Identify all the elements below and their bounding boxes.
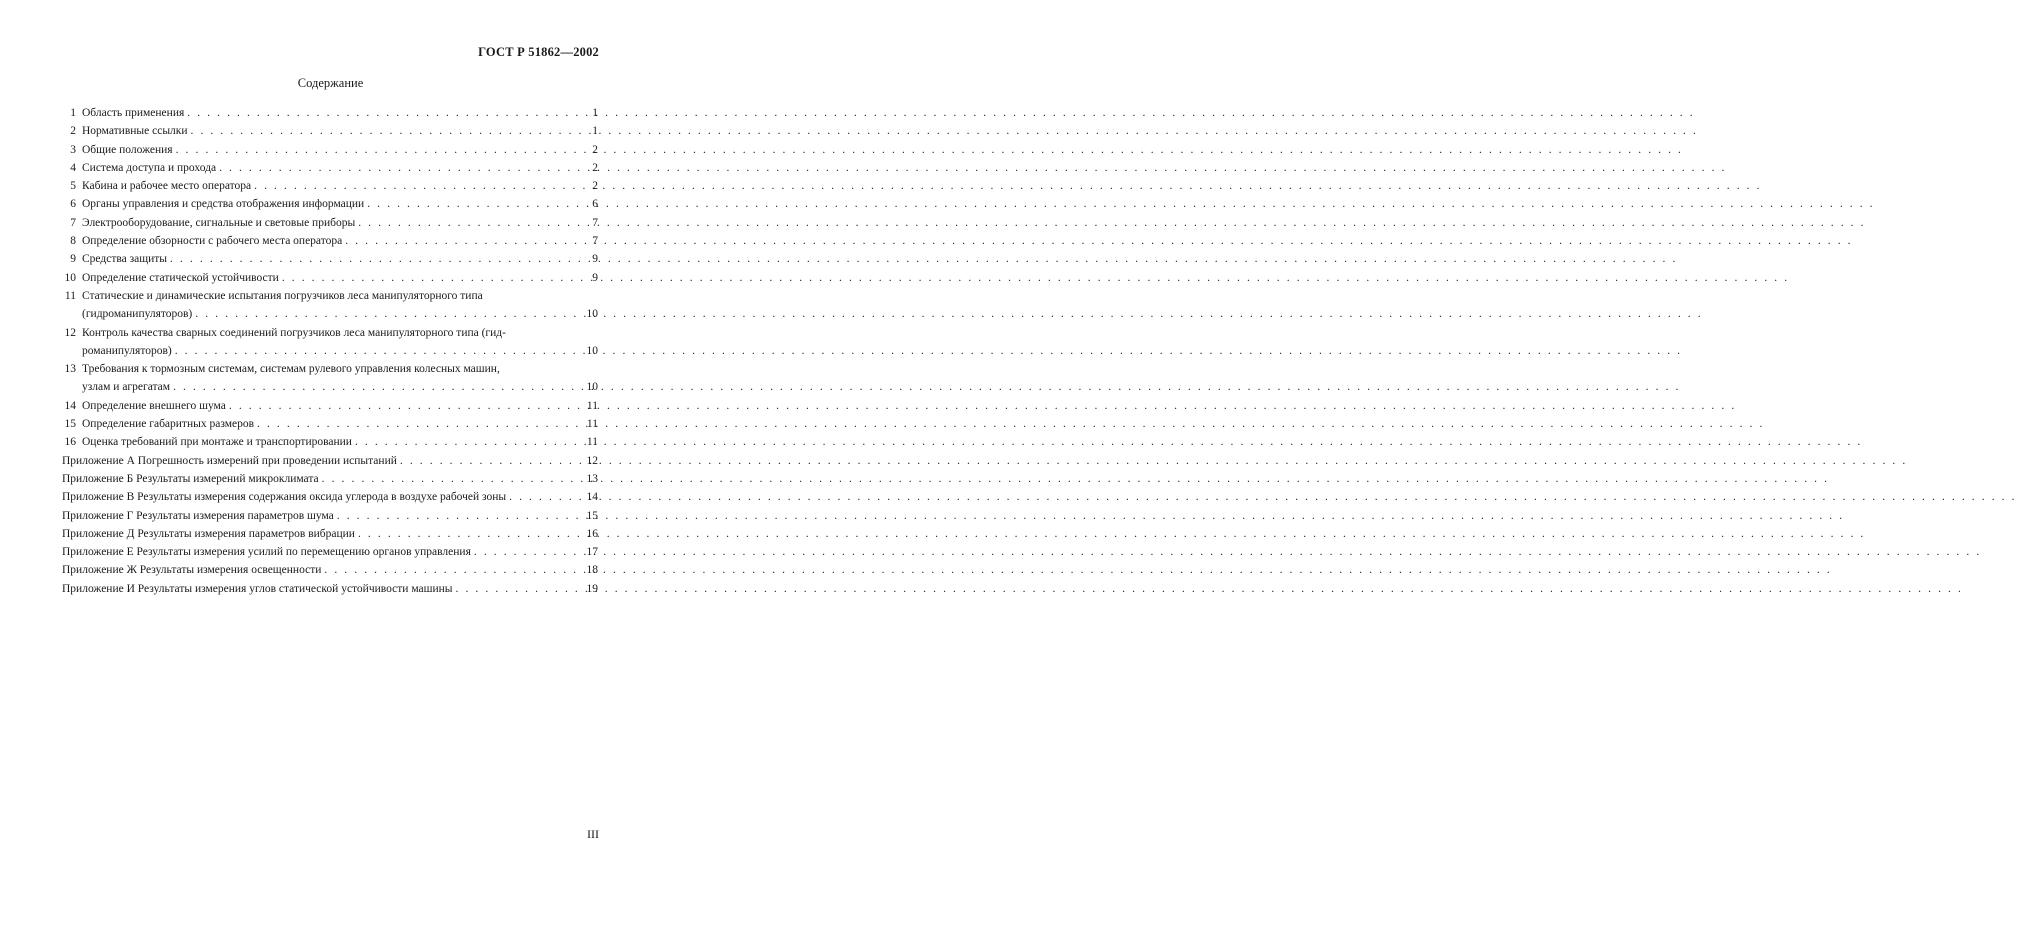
section-title: Область применения — [82, 107, 185, 119]
toc-appendix-a[interactable] — [62, 452, 598, 470]
section-title: Кабина и рабочее место оператора — [82, 180, 252, 193]
toc-appendix-d[interactable] — [62, 525, 598, 543]
dot-leader — [358, 214, 581, 232]
toc-entry-1[interactable] — [62, 104, 598, 122]
toc-entry-first-line — [62, 287, 598, 305]
page-number-ref: 6 — [592, 198, 598, 211]
page-number: III — [587, 827, 599, 841]
section-title: Нормативные ссылки — [82, 125, 188, 138]
section-number: 1 — [70, 107, 76, 119]
toc-entry-12[interactable] — [62, 324, 598, 361]
page-number-ref: 2 — [592, 180, 598, 193]
section-title-line1: Статические и динамические испытания погрузчиков леса манипуляторного типа — [82, 289, 483, 302]
page-number-ref: 15 — [586, 509, 598, 522]
dot-leader — [509, 488, 581, 506]
dot-leader — [175, 342, 581, 360]
page-number-ref: 11 — [586, 418, 598, 431]
toc-entry-continuation — [62, 305, 598, 323]
page-number-ref: 13 — [586, 472, 598, 485]
toc-appendix-i[interactable] — [62, 580, 598, 598]
appendix-title: Приложение Д Результаты измерения параметров вибрации — [62, 527, 355, 540]
section-number: 11 — [64, 289, 76, 302]
dot-leader — [176, 141, 581, 159]
toc-appendix-e[interactable] — [62, 543, 598, 561]
section-number: 3 — [70, 143, 76, 156]
toc-entry-14[interactable] — [62, 397, 598, 415]
toc-entry-7[interactable] — [62, 214, 598, 232]
section-number: 14 — [64, 399, 76, 412]
section-title: (гидроманипуляторов) — [82, 308, 193, 321]
section-title: Определение габаритных размеров — [82, 418, 255, 431]
dot-leader — [400, 452, 581, 470]
dot-leader — [191, 122, 581, 140]
dot-leader — [345, 232, 581, 250]
toc-entry-8[interactable] — [62, 232, 598, 250]
dot-leader — [324, 561, 581, 579]
toc-appendix-g[interactable] — [62, 507, 598, 525]
section-title: Определение внешнего шума — [82, 399, 226, 412]
appendix-title: Приложение Г Результаты измерения параметров шума — [62, 509, 334, 522]
section-title: Электрооборудование, сигнальные и световые приборы — [82, 216, 356, 229]
section-title: узлам и агрегатам — [82, 381, 171, 394]
document-code: ГОСТ Р 51862—2002 — [478, 45, 599, 59]
table-of-contents — [62, 104, 598, 598]
page-number-ref: 7 — [592, 235, 598, 248]
section-title-line1: Контроль качества сварных соединений погрузчиков леса манипуляторного типа (гид- — [82, 326, 506, 339]
page-number-ref: 1 — [592, 107, 598, 119]
toc-entry-6[interactable] — [62, 195, 598, 213]
section-number: 12 — [64, 326, 76, 339]
appendix-title: Приложение А Погрешность измерений при проведении испытаний — [62, 454, 397, 467]
toc-appendix-v[interactable] — [62, 488, 598, 506]
section-number: 9 — [70, 253, 76, 266]
toc-entry-continuation — [62, 342, 598, 360]
section-number: 7 — [70, 216, 76, 229]
section-number: 16 — [64, 436, 76, 449]
toc-entry-5[interactable] — [62, 177, 598, 195]
page-number-ref: 2 — [592, 143, 598, 156]
dot-leader — [456, 580, 581, 598]
dot-leader — [229, 397, 581, 415]
page-number-ref: 11 — [586, 399, 598, 412]
section-title: Определение обзорности с рабочего места оператора — [82, 235, 343, 248]
page-number-ref: 9 — [592, 271, 598, 284]
page-number-ref: 7 — [592, 216, 598, 229]
section-title: Оценка требований при монтаже и транспортировании — [82, 436, 352, 449]
dot-leader — [474, 543, 581, 561]
toc-entry-continuation — [62, 378, 598, 396]
page-number-ref: 10 — [586, 344, 598, 357]
toc-entry-3[interactable] — [62, 141, 598, 159]
appendix-title: Приложение И Результаты измерения углов статической устойчивости машины — [62, 582, 453, 595]
section-number: 8 — [70, 235, 76, 248]
page-number-ref: 18 — [586, 564, 598, 577]
toc-entry-9[interactable] — [62, 250, 598, 268]
dot-leader — [322, 470, 581, 488]
dot-leader — [219, 159, 581, 177]
dot-leader — [170, 250, 581, 268]
dot-leader — [337, 507, 581, 525]
section-title: Органы управления и средства отображения информации — [82, 198, 365, 211]
dot-leader — [282, 269, 581, 287]
appendix-title: Приложение Ж Результаты измерения освещенности — [62, 564, 322, 577]
page-number-ref: 10 — [586, 308, 598, 321]
page-number-ref: 16 — [586, 527, 598, 540]
toc-title: Содержание — [297, 76, 364, 90]
dot-leader — [195, 305, 581, 323]
section-title: Определение статической устойчивости — [82, 271, 279, 284]
dot-leader — [257, 415, 581, 433]
dot-leader — [173, 378, 581, 396]
section-title: Средства защиты — [82, 253, 168, 266]
toc-entry-2[interactable] — [62, 122, 598, 140]
toc-entry-11[interactable] — [62, 287, 598, 324]
page-number-ref: 19 — [586, 582, 598, 595]
page-number-ref: 14 — [586, 491, 598, 504]
toc-entry-first-line — [62, 360, 598, 378]
toc-appendix-zh[interactable] — [62, 561, 598, 579]
appendix-title: Приложение Б Результаты измерений микроклимата — [62, 472, 319, 485]
appendix-title: Приложение Е Результаты измерения усилий по перемещению органов управления — [62, 546, 471, 559]
page-number-ref: 2 — [592, 161, 598, 174]
page-number-ref: 1 — [592, 125, 598, 138]
toc-entry-10[interactable] — [62, 269, 598, 287]
toc-entry-16[interactable] — [62, 433, 598, 451]
dot-leader — [187, 104, 581, 122]
page-number-ref: 11 — [586, 436, 598, 449]
toc-entry-4[interactable] — [62, 159, 598, 177]
section-title: Общие положения — [82, 143, 173, 156]
dot-leader — [367, 195, 581, 213]
page-number-ref: 17 — [586, 546, 598, 559]
section-number: 5 — [70, 180, 76, 193]
page-number-ref: 12 — [586, 454, 598, 467]
section-number: 13 — [64, 363, 76, 376]
dot-leader — [254, 177, 581, 195]
toc-entry-13[interactable] — [62, 360, 598, 397]
page-number-ref: 10 — [586, 381, 598, 394]
section-number: 15 — [64, 418, 76, 431]
section-number: 10 — [64, 271, 76, 284]
section-number: 6 — [70, 198, 76, 211]
appendix-title: Приложение В Результаты измерения содержания оксида углерода в воздухе рабочей зоны — [62, 491, 507, 504]
section-title: Система доступа и прохода — [82, 161, 217, 174]
toc-entry-15[interactable] — [62, 415, 598, 433]
section-number: 4 — [70, 161, 76, 174]
toc-appendix-b[interactable] — [62, 470, 598, 488]
section-title-line1: Требования к тормозным системам, системам рулевого управления колесных машин, — [82, 363, 500, 376]
page-number-ref: 9 — [592, 253, 598, 266]
section-title: романипуляторов) — [82, 344, 172, 357]
section-number: 2 — [70, 125, 76, 138]
dot-leader — [355, 433, 581, 451]
toc-entry-first-line — [62, 324, 598, 342]
dot-leader — [358, 525, 581, 543]
